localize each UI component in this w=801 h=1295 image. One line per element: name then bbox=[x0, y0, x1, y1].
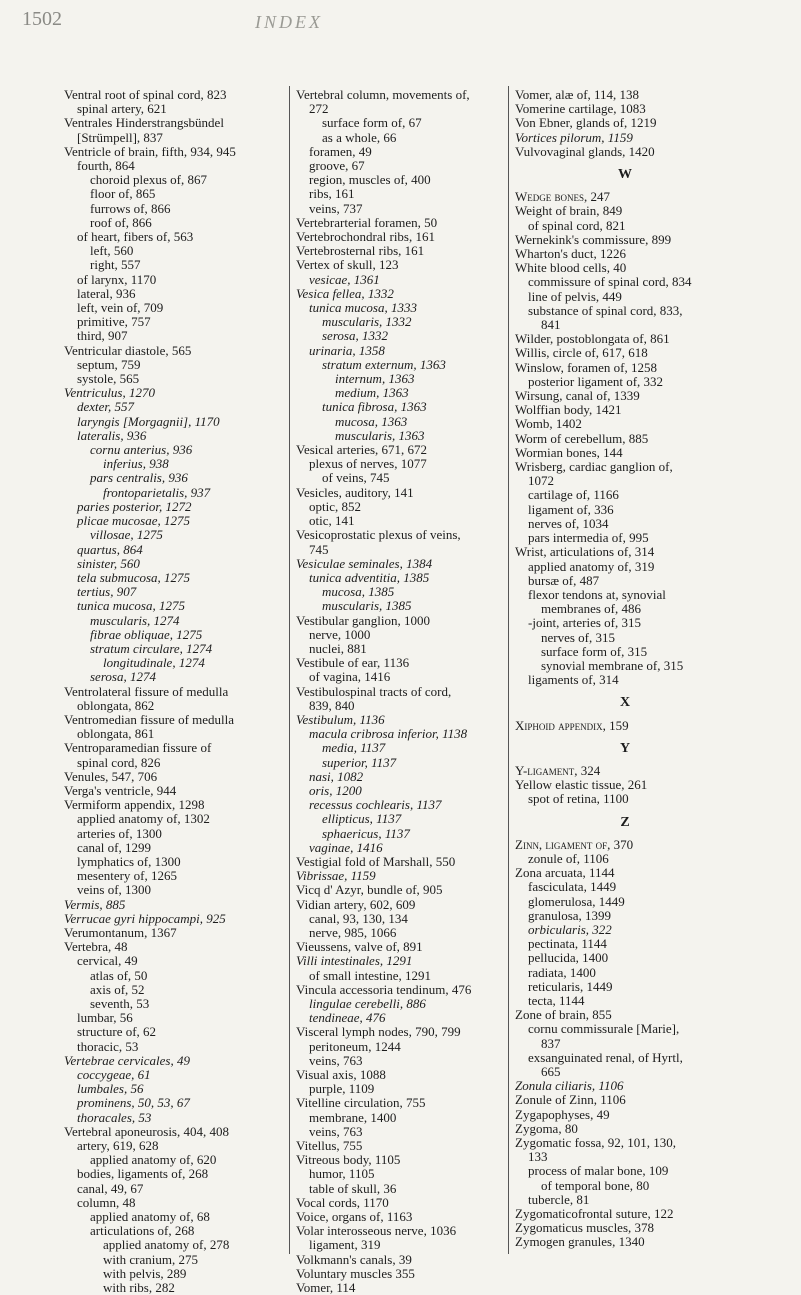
index-entry: membrane, 1400 bbox=[309, 1109, 397, 1125]
index-entry: ligaments of, 314 bbox=[528, 672, 619, 688]
index-entry: vesicae, 1361 bbox=[309, 271, 380, 287]
index-entry: systole, 565 bbox=[77, 371, 140, 387]
index-entry: Zymogen granules, 1340 bbox=[515, 1234, 645, 1250]
index-entry: serosa, 1274 bbox=[90, 669, 156, 685]
index-entry: Vitelline circulation, 755 bbox=[296, 1095, 426, 1111]
index-entry: ligament, 319 bbox=[309, 1237, 381, 1253]
index-entry: oblongata, 862 bbox=[77, 697, 155, 713]
index-entry: bodies, ligaments of, 268 bbox=[77, 1166, 209, 1182]
index-entry: Vestibule of ear, 1136 bbox=[296, 655, 410, 671]
index-entry: serosa, 1332 bbox=[322, 328, 388, 344]
index-entry: canal, 49, 67 bbox=[77, 1180, 144, 1196]
index-entry: Wedge bones, 247 bbox=[515, 189, 611, 205]
index-entry: Vicq d' Azyr, bundle of, 905 bbox=[296, 882, 443, 898]
index-entry: of heart, fibers of, 563 bbox=[77, 229, 194, 245]
index-entry: tunica adventitia, 1385 bbox=[309, 569, 430, 585]
index-entry: canal, 93, 130, 134 bbox=[309, 910, 408, 926]
index-entry: cervical, 49 bbox=[77, 953, 138, 969]
index-entry: primitive, 757 bbox=[77, 314, 151, 330]
index-entry: humor, 1105 bbox=[309, 1166, 375, 1182]
index-entry: Zygomaticofrontal suture, 122 bbox=[515, 1206, 674, 1222]
index-entry: tecta, 1144 bbox=[528, 992, 585, 1008]
index-entry: Zinn, ligament of, 370 bbox=[515, 836, 634, 852]
index-entry: seventh, 53 bbox=[90, 996, 150, 1011]
index-entry: glomerulosa, 1449 bbox=[528, 893, 625, 909]
index-entry: Willis, circle of, 617, 618 bbox=[515, 345, 648, 361]
index-entry: Vertebrosternal ribs, 161 bbox=[296, 243, 425, 259]
index-entry: muscularis, 1385 bbox=[322, 598, 412, 614]
index-entry: left, 560 bbox=[90, 243, 134, 259]
index-entry: Vomerine cartilage, 1083 bbox=[515, 101, 646, 117]
index-entry: ligament of, 336 bbox=[528, 501, 614, 517]
index-entry: muscularis, 1274 bbox=[90, 612, 180, 628]
running-head: INDEX bbox=[255, 12, 323, 32]
index-entry: 745 bbox=[309, 541, 329, 557]
index-entry: sinister, 560 bbox=[77, 555, 140, 571]
index-entry: of vagina, 1416 bbox=[309, 669, 391, 685]
index-entry: surface form of, 315 bbox=[541, 643, 648, 659]
index-entry: Vesical arteries, 671, 672 bbox=[296, 442, 428, 458]
index-entry: Vortices pilorum, 1159 bbox=[515, 129, 633, 145]
index-entry: Yellow elastic tissue, 261 bbox=[515, 777, 648, 793]
index-entry: superior, 1137 bbox=[322, 754, 397, 770]
index-entry: synovial membrane of, 315 bbox=[541, 657, 684, 673]
index-entry: applied anatomy of, 319 bbox=[528, 558, 655, 574]
index-entry: of larynx, 1170 bbox=[77, 271, 157, 287]
index-column-2 bbox=[296, 88, 506, 1295]
index-entry: Verrucae gyri hippocampi, 925 bbox=[64, 910, 226, 926]
index-entry: cornu anterius, 936 bbox=[90, 442, 193, 458]
index-entry: of veins, 745 bbox=[322, 470, 390, 486]
index-entry: fasciculata, 1449 bbox=[528, 879, 617, 895]
index-entry: Vibrissae, 1159 bbox=[296, 868, 376, 884]
index-entry: tubercle, 81 bbox=[528, 1191, 590, 1207]
index-entry: Wormian bones, 144 bbox=[515, 444, 623, 460]
index-entry: Vestibulum, 1136 bbox=[296, 711, 385, 727]
index-entry: Vermiform appendix, 1298 bbox=[64, 797, 205, 813]
index-entry: Weight of brain, 849 bbox=[515, 203, 623, 219]
index-entry: furrows of, 866 bbox=[90, 200, 171, 216]
index-entry: Vitreous body, 1105 bbox=[296, 1152, 401, 1168]
index-entry: Ventricle of brain, fifth, 934, 945 bbox=[64, 143, 236, 159]
section-letter: X bbox=[619, 695, 631, 711]
index-entry: nuclei, 881 bbox=[309, 640, 367, 656]
index-entry: commissure of spinal cord, 834 bbox=[528, 274, 692, 290]
index-entry: column, 48 bbox=[77, 1194, 136, 1210]
index-entry: Xiphoid appendix, 159 bbox=[515, 717, 629, 733]
index-entry: Voice, organs of, 1163 bbox=[296, 1209, 413, 1225]
index-entry: pectinata, 1144 bbox=[528, 936, 607, 952]
index-entry: applied anatomy of, 1302 bbox=[77, 811, 210, 827]
index-entry: Voluntary muscles 355 bbox=[296, 1265, 415, 1281]
index-entry: Vertex of skull, 123 bbox=[296, 257, 399, 273]
index-entry: cartilage of, 1166 bbox=[528, 487, 619, 503]
index-entry: as a whole, 66 bbox=[322, 129, 397, 145]
index-entry: laryngis [Morgagnii], 1170 bbox=[77, 413, 220, 429]
index-entry: coccygeae, 61 bbox=[77, 1067, 151, 1083]
index-entry: left, vein of, 709 bbox=[77, 300, 164, 316]
index-entry: with pelvis, 289 bbox=[103, 1265, 187, 1281]
index-entry: Wilder, postoblongata of, 861 bbox=[515, 331, 670, 347]
index-entry: region, muscles of, 400 bbox=[309, 172, 431, 188]
index-entry: purple, 1109 bbox=[309, 1081, 375, 1097]
index-entry: Womb, 1402 bbox=[515, 416, 582, 432]
index-entry: veins, 763 bbox=[309, 1052, 363, 1068]
index-entry: lymphatics of, 1300 bbox=[77, 853, 181, 869]
index-entry: Ventrolateral fissure of medulla bbox=[64, 683, 229, 699]
index-entry: Wrisberg, cardiac ganglion of, bbox=[515, 459, 673, 475]
index-entry: Visual axis, 1088 bbox=[296, 1067, 386, 1083]
column-divider bbox=[289, 86, 290, 1254]
index-entry: Verumontanum, 1367 bbox=[64, 924, 177, 940]
index-entry: nerves of, 315 bbox=[541, 629, 616, 645]
index-entry: Volar interosseous nerve, 1036 bbox=[296, 1223, 457, 1239]
index-entry: macula cribrosa inferior, 1138 bbox=[309, 726, 468, 742]
index-entry: 837 bbox=[541, 1035, 561, 1051]
column-divider bbox=[508, 86, 509, 1254]
index-entry: Ventral root of spinal cord, 823 bbox=[64, 87, 227, 102]
index-entry: thoracic, 53 bbox=[77, 1038, 139, 1054]
index-entry: 839, 840 bbox=[309, 697, 355, 713]
index-entry: right, 557 bbox=[90, 257, 141, 273]
index-entry: granulosa, 1399 bbox=[528, 907, 612, 923]
index-entry: sphaericus, 1137 bbox=[322, 825, 410, 841]
index-entry: nasi, 1082 bbox=[309, 768, 364, 784]
index-entry: Venules, 547, 706 bbox=[64, 768, 158, 784]
index-entry: veins, 763 bbox=[309, 1123, 363, 1139]
index-entry: radiata, 1400 bbox=[528, 964, 596, 980]
index-entry: White blood cells, 40 bbox=[515, 260, 627, 276]
index-entry: nerve, 985, 1066 bbox=[309, 924, 397, 940]
index-entry: Ventroparamedian fissure of bbox=[64, 740, 212, 756]
index-entry: roof of, 866 bbox=[90, 214, 152, 230]
index-entry: Wharton's duct, 1226 bbox=[515, 246, 627, 262]
index-entry: Vertebrae cervicales, 49 bbox=[64, 1052, 190, 1068]
index-column-3 bbox=[515, 88, 795, 1250]
index-entry: Vomer, 114 bbox=[296, 1280, 356, 1295]
index-entry: tunica fibrosa, 1363 bbox=[322, 399, 427, 415]
index-entry: structure of, 62 bbox=[77, 1024, 157, 1040]
index-entry: Vincula accessoria tendinum, 476 bbox=[296, 981, 472, 997]
index-entry: Wolffian body, 1421 bbox=[515, 402, 622, 418]
index-entry: urinaria, 1358 bbox=[309, 342, 385, 358]
index-entry: of temporal bone, 80 bbox=[541, 1177, 650, 1193]
index-entry: prominens, 50, 53, 67 bbox=[77, 1095, 190, 1111]
index-entry: Zygapophyses, 49 bbox=[515, 1106, 610, 1122]
index-entry: tertius, 907 bbox=[77, 584, 137, 600]
index-entry: Vertebra, 48 bbox=[64, 939, 128, 955]
index-entry: tela submucosa, 1275 bbox=[77, 569, 191, 585]
index-entry: Vitellus, 755 bbox=[296, 1138, 363, 1154]
index-column-1 bbox=[64, 88, 286, 1295]
index-entry: applied anatomy of, 68 bbox=[90, 1209, 210, 1225]
index-entry: ellipticus, 1137 bbox=[322, 811, 402, 827]
index-entry: lateral, 936 bbox=[77, 285, 136, 301]
index-entry: quartus, 864 bbox=[77, 541, 143, 557]
index-entry: medium, 1363 bbox=[335, 385, 409, 401]
index-entry: Vesicoprostatic plexus of veins, bbox=[296, 527, 461, 543]
index-entry: third, 907 bbox=[77, 328, 128, 344]
index-entry: internum, 1363 bbox=[335, 371, 415, 387]
index-entry: Vertebral column, movements of, bbox=[296, 87, 470, 102]
index-entry: lumbales, 56 bbox=[77, 1081, 144, 1097]
index-entry: pars centralis, 936 bbox=[90, 470, 188, 486]
index-entry: Zona arcuata, 1144 bbox=[515, 865, 615, 881]
index-entry: lumbar, 56 bbox=[77, 1010, 133, 1026]
index-entry: of small intestine, 1291 bbox=[309, 967, 432, 983]
index-entry: table of skull, 36 bbox=[309, 1180, 397, 1196]
index-entry: articulations of, 268 bbox=[90, 1223, 195, 1239]
index-entry: paries posterior, 1272 bbox=[77, 498, 192, 514]
index-entry: exsanguinated renal, of Hyrtl, bbox=[528, 1049, 683, 1065]
index-entry: 133 bbox=[528, 1149, 548, 1165]
index-entry: muscularis, 1363 bbox=[335, 427, 425, 443]
index-entry: Vestibular ganglion, 1000 bbox=[296, 612, 430, 628]
index-entry: stratum externum, 1363 bbox=[322, 356, 446, 372]
index-entry: Winslow, foramen of, 1258 bbox=[515, 359, 657, 375]
index-entry: oris, 1200 bbox=[309, 782, 362, 798]
index-entry: Vulvovaginal glands, 1420 bbox=[515, 143, 655, 159]
index-entry: zonule of, 1106 bbox=[528, 850, 609, 866]
index-entry: Vieussens, valve of, 891 bbox=[296, 939, 423, 955]
index-entry: oblongata, 861 bbox=[77, 726, 155, 742]
index-entry: muscularis, 1332 bbox=[322, 314, 412, 330]
index-entry: recessus cochlearis, 1137 bbox=[309, 797, 442, 813]
index-entry: choroid plexus of, 867 bbox=[90, 172, 207, 188]
index-entry: bursæ of, 487 bbox=[528, 572, 600, 588]
index-entry: otic, 141 bbox=[309, 513, 355, 529]
index-entry: foramen, 49 bbox=[309, 143, 372, 159]
index-entry: septum, 759 bbox=[77, 356, 141, 372]
index-entry: longitudinale, 1274 bbox=[103, 655, 205, 671]
index-entry: tunica mucosa, 1275 bbox=[77, 598, 185, 614]
index-entry: Ventromedian fissure of medulla bbox=[64, 711, 235, 727]
index-entry: applied anatomy of, 278 bbox=[103, 1237, 230, 1253]
index-entry: thoracales, 53 bbox=[77, 1109, 152, 1125]
index-entry: with ribs, 282 bbox=[103, 1280, 175, 1295]
index-entry: axis of, 52 bbox=[90, 981, 145, 997]
index-entry: 272 bbox=[309, 101, 329, 117]
index-entry: Ventricular diastole, 565 bbox=[64, 342, 192, 358]
index-entry: Vestibulospinal tracts of cord, bbox=[296, 683, 452, 699]
index-entry: artery, 619, 628 bbox=[77, 1138, 159, 1154]
index-entry: Zygomatic fossa, 92, 101, 130, bbox=[515, 1135, 677, 1151]
index-entry: groove, 67 bbox=[309, 158, 365, 174]
index-entry: Vertebrochondral ribs, 161 bbox=[296, 229, 435, 245]
index-entry: pellucida, 1400 bbox=[528, 950, 609, 966]
index-entry: line of pelvis, 449 bbox=[528, 288, 622, 304]
index-entry: Wirsung, canal of, 1339 bbox=[515, 388, 640, 404]
index-entry: canal of, 1299 bbox=[77, 839, 152, 855]
index-entry: -joint, arteries of, 315 bbox=[528, 615, 641, 631]
index-entry: Vesicles, auditory, 141 bbox=[296, 484, 414, 500]
index-entry: nerve, 1000 bbox=[309, 626, 371, 642]
index-entry: stratum circulare, 1274 bbox=[90, 640, 213, 656]
index-entry: orbicularis, 322 bbox=[528, 921, 612, 937]
index-entry: 841 bbox=[541, 317, 561, 333]
index-entry: Wrist, articulations of, 314 bbox=[515, 544, 655, 560]
index-entry: posterior ligament of, 332 bbox=[528, 373, 664, 389]
section-letter: W bbox=[618, 167, 632, 183]
index-entry: fibrae obliquae, 1275 bbox=[90, 626, 203, 642]
index-entry: spinal cord, 826 bbox=[77, 754, 161, 770]
index-entry: plexus of nerves, 1077 bbox=[309, 456, 427, 472]
index-entry: optic, 852 bbox=[309, 498, 361, 514]
index-entry: Ventrales Hinderstrangsbündel bbox=[64, 115, 224, 131]
section-letter: Z bbox=[620, 814, 630, 830]
index-entry: ribs, 161 bbox=[309, 186, 355, 202]
index-entry: fourth, 864 bbox=[77, 158, 135, 174]
index-entry: cornu commissurale [Marie], bbox=[528, 1021, 680, 1037]
index-entry: Verga's ventricle, 944 bbox=[64, 782, 177, 798]
index-entry: veins of, 1300 bbox=[77, 882, 152, 898]
index-entry: Vesiculae seminales, 1384 bbox=[296, 555, 433, 571]
index-entry: reticularis, 1449 bbox=[528, 978, 613, 994]
index-entry: Vesica fellea, 1332 bbox=[296, 285, 394, 301]
index-entry: of spinal cord, 821 bbox=[528, 217, 626, 233]
index-entry: mucosa, 1385 bbox=[322, 584, 395, 600]
index-entry: mucosa, 1363 bbox=[335, 413, 408, 429]
index-entry: dexter, 557 bbox=[77, 399, 135, 415]
index-entry: Vomer, alæ of, 114, 138 bbox=[515, 87, 640, 102]
index-entry: Ventriculus, 1270 bbox=[64, 385, 155, 401]
index-entry: applied anatomy of, 620 bbox=[90, 1152, 217, 1168]
index-entry: Volkmann's canals, 39 bbox=[296, 1251, 412, 1267]
index-entry: Y-ligament, 324 bbox=[515, 762, 601, 778]
index-entry: lingulae cerebelli, 886 bbox=[309, 996, 426, 1011]
index-entry: process of malar bone, 109 bbox=[528, 1163, 669, 1179]
index-entry: mesentery of, 1265 bbox=[77, 868, 178, 884]
index-entry: with cranium, 275 bbox=[103, 1251, 198, 1267]
index-entry: lateralis, 936 bbox=[77, 427, 147, 443]
index-entry: peritoneum, 1244 bbox=[309, 1038, 401, 1054]
index-entry: flexor tendons at, synovial bbox=[528, 586, 666, 602]
index-entry: spot of retina, 1100 bbox=[528, 791, 629, 807]
index-entry: Zonula ciliaris, 1106 bbox=[515, 1078, 624, 1094]
index-entry: Zonule of Zinn, 1106 bbox=[515, 1092, 626, 1108]
index-entry: Vocal cords, 1170 bbox=[296, 1194, 389, 1210]
index-entry: Vestigial fold of Marshall, 550 bbox=[296, 853, 456, 869]
index-entry: Wernekink's commissure, 899 bbox=[515, 231, 672, 247]
index-entry: veins, 737 bbox=[309, 200, 363, 216]
index-entry: villosae, 1275 bbox=[90, 527, 163, 543]
index-entry: substance of spinal cord, 833, bbox=[528, 302, 683, 318]
index-entry: Vermis, 885 bbox=[64, 896, 126, 912]
index-entry: Visceral lymph nodes, 790, 799 bbox=[296, 1024, 461, 1040]
index-entry: pars intermedia of, 995 bbox=[528, 530, 649, 546]
index-entry: Villi intestinales, 1291 bbox=[296, 953, 413, 969]
index-entry: atlas of, 50 bbox=[90, 967, 148, 983]
index-entry: Zone of brain, 855 bbox=[515, 1007, 612, 1023]
index-entry: Worm of cerebellum, 885 bbox=[515, 430, 649, 446]
index-entry: [Strümpell], 837 bbox=[77, 129, 163, 145]
index-entry: surface form of, 67 bbox=[322, 115, 422, 131]
index-entry: floor of, 865 bbox=[90, 186, 156, 202]
page-number: 1502 bbox=[22, 8, 62, 30]
index-entry: Zygoma, 80 bbox=[515, 1120, 578, 1136]
index-entry: frontoparietalis, 937 bbox=[103, 484, 211, 500]
index-entry: membranes of, 486 bbox=[541, 601, 642, 617]
index-entry: tendineae, 476 bbox=[309, 1010, 386, 1026]
index-entry: Von Ebner, glands of, 1219 bbox=[515, 115, 657, 131]
index-entry: media, 1137 bbox=[322, 740, 386, 756]
index-entry: 1072 bbox=[528, 473, 554, 489]
index-entry: Vidian artery, 602, 609 bbox=[296, 896, 416, 912]
index-entry: Vertebrarterial foramen, 50 bbox=[296, 214, 438, 230]
index-entry: 665 bbox=[541, 1064, 561, 1079]
index-entry: nerves of, 1034 bbox=[528, 515, 609, 531]
index-entry: inferius, 938 bbox=[103, 456, 169, 472]
index-entry: vaginae, 1416 bbox=[309, 839, 383, 855]
index-entry: plicae mucosae, 1275 bbox=[77, 513, 191, 529]
index-entry: Zygomaticus muscles, 378 bbox=[515, 1220, 655, 1236]
index-entry: tunica mucosa, 1333 bbox=[309, 300, 417, 316]
index-entry: Vertebral aponeurosis, 404, 408 bbox=[64, 1123, 229, 1139]
section-letter: Y bbox=[619, 740, 631, 756]
index-entry: spinal artery, 621 bbox=[77, 101, 167, 117]
index-entry: arteries of, 1300 bbox=[77, 825, 162, 841]
